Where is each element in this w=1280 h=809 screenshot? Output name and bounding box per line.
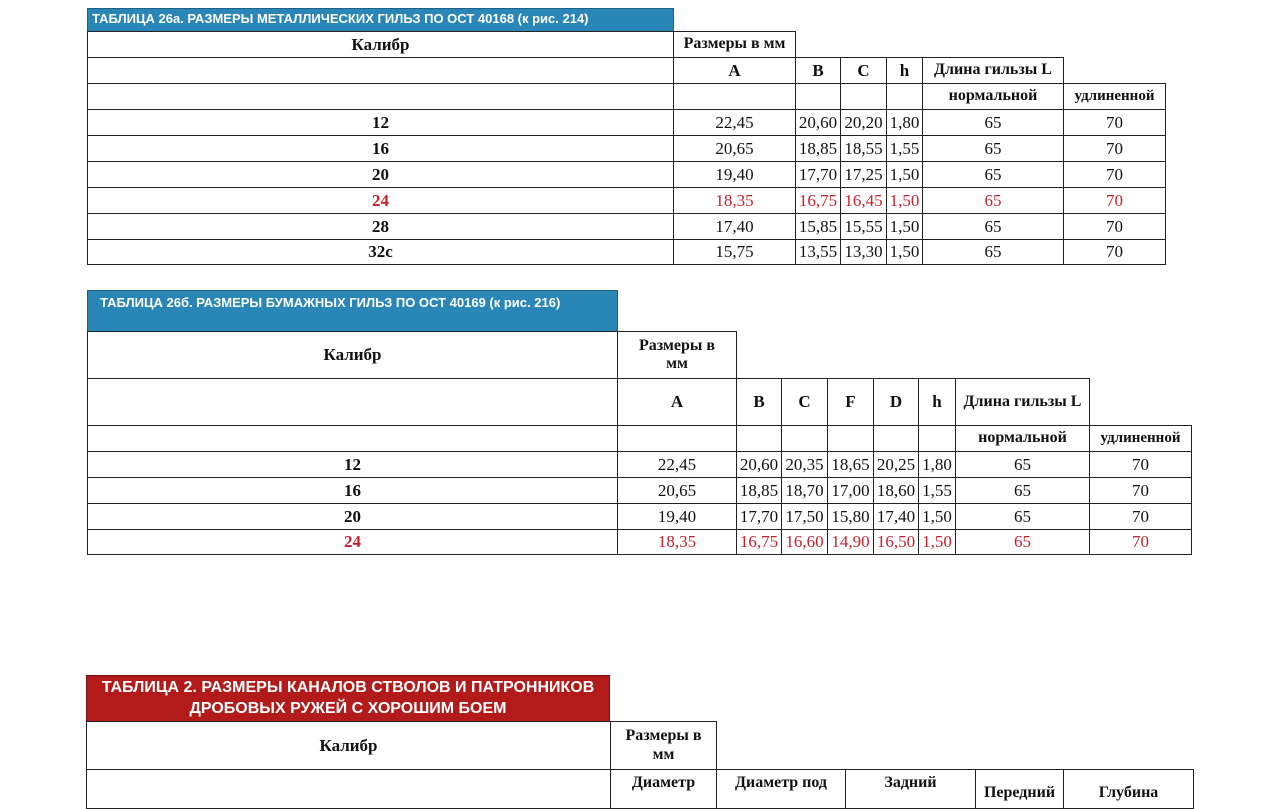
table-26a-cell-caliber: 20 <box>87 161 674 188</box>
table-26a-cell-long: 70 <box>1063 161 1166 188</box>
table-26b-header-h: h <box>918 378 956 426</box>
table-26a-cell-long: 70 <box>1063 213 1166 240</box>
table-26b-cell-c: 16,60 <box>781 529 828 555</box>
table-26a-cell-normal: 65 <box>922 109 1064 136</box>
table-26b-cell-d: 20,25 <box>873 451 919 478</box>
table-26b-header-caliber: Калибр <box>87 331 618 379</box>
table-26a-cell-normal: 65 <box>922 187 1064 214</box>
table-26a-cell-b: 16,75 <box>795 187 841 214</box>
table-26b-header-f: F <box>827 378 874 426</box>
table-26b-cell-b: 20,60 <box>736 451 782 478</box>
table-26a-cell-normal: 65 <box>922 213 1064 240</box>
table-26b-cell-long: 70 <box>1089 529 1192 555</box>
table-26b-header-blank-8 <box>918 425 956 452</box>
table-26a-cell-h: 1,50 <box>886 213 923 240</box>
table-26b-caption: ТАБЛИЦА 26б. РАЗМЕРЫ БУМАЖНЫХ ГИЛЬЗ ПО ОСТ 40169 (к рис. 216) <box>87 290 618 332</box>
table-26a-cell-b: 18,85 <box>795 135 841 162</box>
table-26b-cell-normal: 65 <box>955 529 1090 555</box>
table-26a-cell-normal: 65 <box>922 239 1064 265</box>
table-26b-header-blank-3 <box>617 425 737 452</box>
table-26a-cell-b: 20,60 <box>795 109 841 136</box>
table-26b-cell-f: 14,90 <box>827 529 874 555</box>
table-26b-cell-c: 18,70 <box>781 477 828 504</box>
table-26a-cell-c: 17,25 <box>840 161 887 188</box>
table-26a-cell-h: 1,50 <box>886 187 923 214</box>
table-26a-header-blank-2 <box>87 83 674 110</box>
table-26b-cell-c: 17,50 <box>781 503 828 530</box>
table-26a-cell-c: 15,55 <box>840 213 887 240</box>
table-26b-cell-b: 16,75 <box>736 529 782 555</box>
table-26b-header-blank-5 <box>781 425 828 452</box>
table-26a-cell-normal: 65 <box>922 135 1064 162</box>
table-26a-cell-c: 16,45 <box>840 187 887 214</box>
table-26b-cell-f: 15,80 <box>827 503 874 530</box>
table-26a-header-normal: нормальной <box>922 83 1064 110</box>
table-26b-header-d: D <box>873 378 919 426</box>
table-26a-cell-c: 13,30 <box>840 239 887 265</box>
table-26a-header-blank-5 <box>840 83 887 110</box>
table-2-header-caliber: Калибр <box>86 721 611 770</box>
table-26b-cell-h: 1,80 <box>918 451 956 478</box>
table-26b-header-blank-7 <box>873 425 919 452</box>
table-26b-header-a: А <box>617 378 737 426</box>
table-26b-header-c: С <box>781 378 828 426</box>
table-26a-header-blank-6 <box>886 83 923 110</box>
table-26a-cell-b: 17,70 <box>795 161 841 188</box>
table-2-header-front: Передний <box>975 769 1064 809</box>
table-26a-header-blank <box>87 57 674 84</box>
table-26b-cell-b: 18,85 <box>736 477 782 504</box>
table-26b-cell-normal: 65 <box>955 477 1090 504</box>
table-26a-cell-a: 17,40 <box>673 213 796 240</box>
table-26a-cell-normal: 65 <box>922 161 1064 188</box>
table-26a-cell-long: 70 <box>1063 187 1166 214</box>
table-26a-header-blank-4 <box>795 83 841 110</box>
table-26a-header-caliber: Калибр <box>87 31 674 58</box>
table-26a-cell-h: 1,50 <box>886 161 923 188</box>
table-26a-header-blank-3 <box>673 83 796 110</box>
table-26a-header-dims: Размеры в мм <box>673 31 796 58</box>
table-26b-header-blank-4 <box>736 425 782 452</box>
table-26b-header-blank-6 <box>827 425 874 452</box>
table-26a-cell-long: 70 <box>1063 135 1166 162</box>
table-26a-header-long: удлиненной <box>1063 83 1166 110</box>
table-2-header-diameter: Диаметр <box>610 769 717 809</box>
table-26a-cell-long: 70 <box>1063 109 1166 136</box>
table-26b-cell-a: 20,65 <box>617 477 737 504</box>
table-2-header-depth: Глубина <box>1063 769 1194 809</box>
table-26b-cell-normal: 65 <box>955 451 1090 478</box>
table-26a-header-c: С <box>840 57 887 84</box>
table-26a-cell-caliber: 16 <box>87 135 674 162</box>
table-26a-cell-caliber: 12 <box>87 109 674 136</box>
table-26b-cell-caliber: 24 <box>87 529 618 555</box>
table-26b-cell-long: 70 <box>1089 451 1192 478</box>
table-26b-cell-caliber: 20 <box>87 503 618 530</box>
table-26b-header-long: удлиненной <box>1089 425 1192 452</box>
table-26b-cell-caliber: 16 <box>87 477 618 504</box>
table-26a-cell-h: 1,50 <box>886 239 923 265</box>
table-26a-cell-caliber: 24 <box>87 187 674 214</box>
table-26a-header-b: В <box>795 57 841 84</box>
table-26b-header-length: Длина гильзы L <box>955 378 1090 426</box>
table-26b-cell-d: 18,60 <box>873 477 919 504</box>
table-26a-cell-a: 19,40 <box>673 161 796 188</box>
table-26b-cell-normal: 65 <box>955 503 1090 530</box>
table-26a-caption: ТАБЛИЦА 26а. РАЗМЕРЫ МЕТАЛЛИЧЕСКИХ ГИЛЬЗ ПО ОСТ 40168 (к рис. 214) <box>87 8 674 32</box>
table-26b-header-dims: Размеры в мм <box>617 331 737 379</box>
table-2-header-diameter-under: Диаметр под <box>716 769 846 809</box>
table-26b-cell-a: 19,40 <box>617 503 737 530</box>
table-26a-cell-c: 20,20 <box>840 109 887 136</box>
table-26b-cell-h: 1,50 <box>918 503 956 530</box>
table-26a-cell-h: 1,55 <box>886 135 923 162</box>
table-26b-cell-f: 17,00 <box>827 477 874 504</box>
table-26b-header-normal: нормальной <box>955 425 1090 452</box>
table-2-header-dims: Размеры в мм <box>610 721 717 770</box>
table-26a-cell-b: 15,85 <box>795 213 841 240</box>
table-26b-cell-h: 1,50 <box>918 529 956 555</box>
table-26b-header-b: В <box>736 378 782 426</box>
table-26a-header-length: Длина гильзы L <box>922 57 1064 84</box>
table-26b-cell-long: 70 <box>1089 477 1192 504</box>
table-26a-cell-caliber: 32с <box>87 239 674 265</box>
table-26b-cell-f: 18,65 <box>827 451 874 478</box>
table-2-caption: ТАБЛИЦА 2. РАЗМЕРЫ КАНАЛОВ СТВОЛОВ И ПАТРОННИКОВ ДРОБОВЫХ РУЖЕЙ С ХОРОШИМ БОЕМ <box>86 675 610 722</box>
table-26a-header-a: А <box>673 57 796 84</box>
table-26b-cell-d: 17,40 <box>873 503 919 530</box>
table-26b-cell-b: 17,70 <box>736 503 782 530</box>
table-26b-cell-c: 20,35 <box>781 451 828 478</box>
table-26b-cell-a: 22,45 <box>617 451 737 478</box>
table-26b-header-blank <box>87 378 618 426</box>
table-26b-cell-long: 70 <box>1089 503 1192 530</box>
table-26b-cell-d: 16,50 <box>873 529 919 555</box>
table-26a-cell-a: 15,75 <box>673 239 796 265</box>
table-26a-cell-a: 22,45 <box>673 109 796 136</box>
table-26a-cell-h: 1,80 <box>886 109 923 136</box>
table-26b-cell-h: 1,55 <box>918 477 956 504</box>
table-2-header-rear: Задний <box>845 769 976 809</box>
table-26a-cell-caliber: 28 <box>87 213 674 240</box>
table-26a-header-h: h <box>886 57 923 84</box>
table-26b-cell-caliber: 12 <box>87 451 618 478</box>
table-26b-header-blank-2 <box>87 425 618 452</box>
table-26a-cell-a: 20,65 <box>673 135 796 162</box>
table-26b-cell-a: 18,35 <box>617 529 737 555</box>
table-26a-cell-c: 18,55 <box>840 135 887 162</box>
table-26a-cell-b: 13,55 <box>795 239 841 265</box>
table-26a-cell-long: 70 <box>1063 239 1166 265</box>
table-2-header-blank <box>86 769 611 809</box>
table-26a-cell-a: 18,35 <box>673 187 796 214</box>
